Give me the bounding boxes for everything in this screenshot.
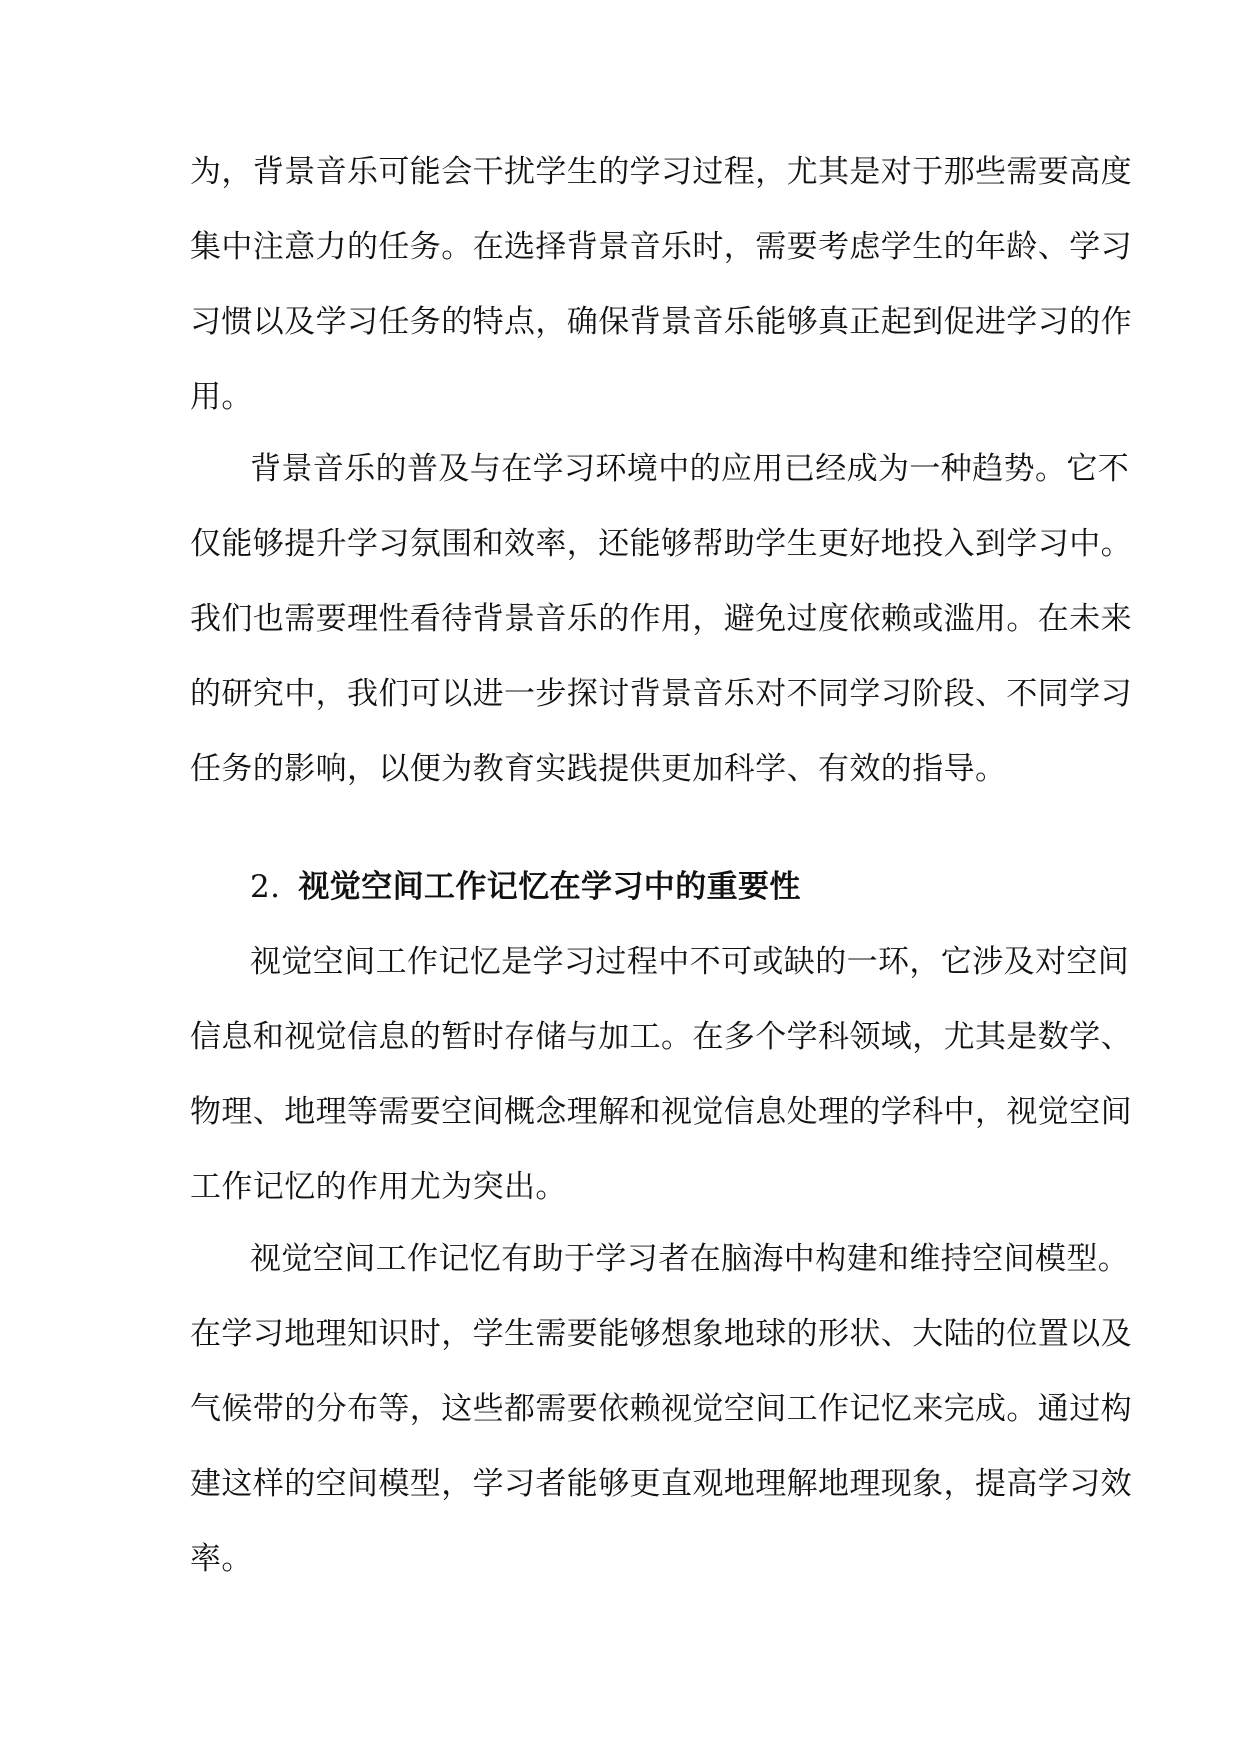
text-line: 仅能够提升学习氛围和效率，还能够帮助学生更好地投入到学习中。 (190, 526, 1132, 562)
text-line: 率。 (190, 1541, 253, 1577)
section-number: 2. (250, 869, 281, 905)
text-line: 习惯以及学习任务的特点，确保背景音乐能够真正起到促进学习的作 (190, 304, 1132, 340)
text-line: 视觉空间工作记忆是学习过程中不可或缺的一环，它涉及对空间 (250, 944, 1130, 980)
section-title: 视觉空间工作记忆在学习中的重要性 (298, 869, 801, 905)
text-line: 气候带的分布等，这些都需要依赖视觉空间工作记忆来完成。通过构 (190, 1391, 1132, 1427)
text-line: 我们也需要理性看待背景音乐的作用，避免过度依赖或滥用。在未来 (190, 601, 1132, 637)
paragraph-visuospatial-intro (190, 925, 1132, 1225)
paragraph-background-music-trend (190, 432, 1132, 807)
text-line: 的研究中，我们可以进一步探讨背景音乐对不同学习阶段、不同学习 (190, 676, 1132, 712)
paragraph-spatial-models (190, 1222, 1132, 1597)
text-line: 集中注意力的任务。在选择背景音乐时，需要考虑学生的年龄、学习 (190, 229, 1132, 265)
text-line: 物理、地理等需要空间概念理解和视觉信息处理的学科中，视觉空间 (190, 1094, 1132, 1130)
text-line: 信息和视觉信息的暂时存储与加工。在多个学科领域，尤其是数学、 (190, 1019, 1132, 1055)
paragraph-continuation (190, 135, 1132, 435)
text-line: 工作记忆的作用尤为突出。 (190, 1169, 567, 1205)
text-line: 任务的影响，以便为教育实践提供更加科学、有效的指导。 (190, 751, 1007, 787)
text-line: 视觉空间工作记忆有助于学习者在脑海中构建和维持空间模型。 (250, 1241, 1130, 1277)
text-line: 建这样的空间模型，学习者能够更直观地理解地理现象，提高学习效 (190, 1466, 1132, 1502)
text-line: 用。 (190, 379, 253, 415)
text-line: 在学习地理知识时，学生需要能够想象地球的形状、大陆的位置以及 (190, 1316, 1132, 1352)
text-line: 为，背景音乐可能会干扰学生的学习过程，尤其是对于那些需要高度 (190, 154, 1132, 190)
section-heading (250, 850, 1070, 925)
text-line: 背景音乐的普及与在学习环境中的应用已经成为一种趋势。它不 (250, 451, 1130, 487)
